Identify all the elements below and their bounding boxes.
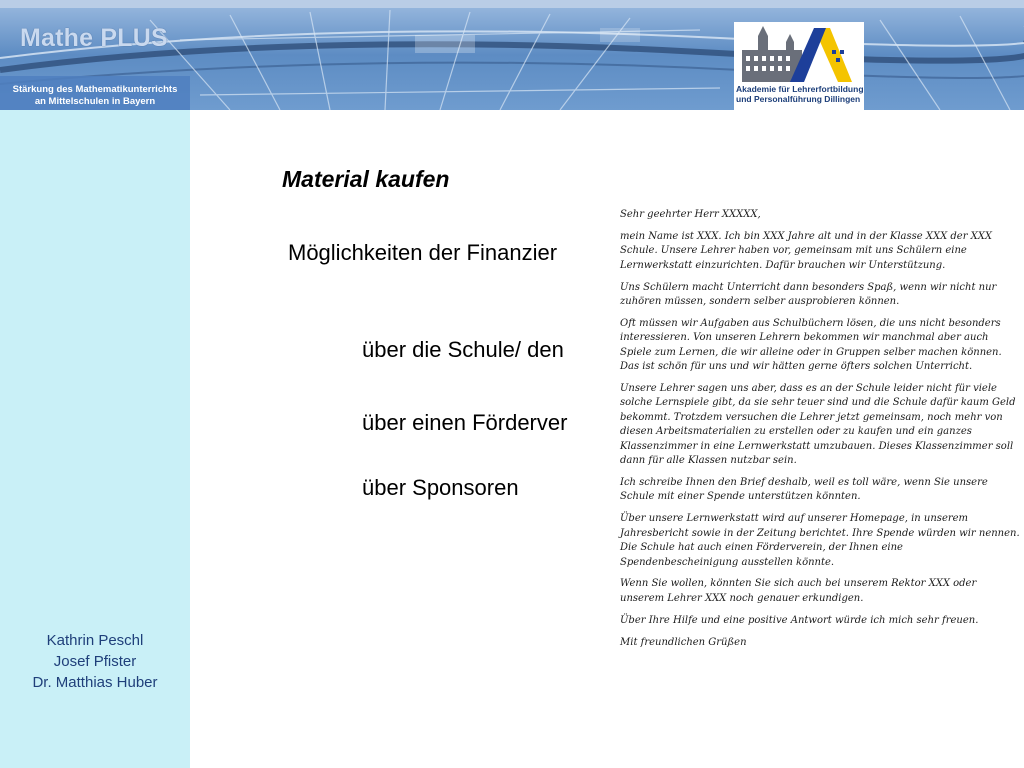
sidebar bbox=[0, 110, 190, 768]
header-banner bbox=[0, 0, 1024, 110]
author-name: Kathrin Peschl bbox=[46, 632, 144, 649]
academy-name-line: Akademie für Lehrerfortbildung bbox=[736, 84, 864, 94]
letter-paragraph: Mit freundlichen Grüßen bbox=[620, 636, 747, 648]
financing-option: über einen Förderver bbox=[362, 410, 568, 435]
brand-title: Mathe PLUS bbox=[20, 24, 168, 52]
letter-paragraph: Ich schreibe Ihnen den Brief deshalb, weil es toll wäre, wenn Sie unsere Schule mit einer Spende unterstützen könnten. bbox=[620, 477, 988, 503]
author-list bbox=[0, 630, 190, 693]
tagline-line: an Mittelschulen in Bayern bbox=[34, 96, 156, 107]
slide-title: Material kaufen bbox=[282, 166, 450, 192]
letter-paragraph: Über Ihre Hilfe und eine positive Antwort würde ich mich sehr freuen. bbox=[620, 614, 979, 626]
letter-paragraph: Sehr geehrter Herr XXXXX, bbox=[620, 209, 761, 220]
brand-tagline bbox=[6, 84, 184, 108]
letter-paragraph: Unsere Lehrer sagen uns aber, dass es an der Schule leider nicht für viele solche Lernspiele gibt, da sie sehr teuer sind und die Schule dafür kaum Geld bekommt. Trotzdem versuchen die Lehrer jetzt gemeinsam, noch mehr von diesen Arbeitsmaterialien zu erstellen oder zu kaufen und ein ganzes Klassenzimmer in eine Lernwerkstatt umzubauen. Dieses Klassenzimmer soll dann für alle Klassen nutzbar sein. bbox=[620, 383, 1016, 467]
academy-name-line: und Personalführung Dillingen bbox=[736, 94, 861, 104]
letter-paragraph: mein Name ist XXX. Ich bin XXX Jahre alt und in der Klasse XXX der XXX Schule. Unsere Lehrer haben vor, gemeinsam mit uns Schülern eine Lernwerkstatt einzurichten. Dafür brauchen wir Unterstützung. bbox=[620, 230, 993, 271]
sponsor-letter bbox=[598, 200, 1024, 768]
financing-option: über die Schule/ den bbox=[362, 337, 564, 362]
author-name: Josef Pfister bbox=[53, 653, 137, 670]
letter-paragraph: Oft müssen wir Aufgaben aus Schulbüchern lösen, die uns nicht besonders interessieren. Von unseren Lehrern bekommen wir manchmal aber auch Spiele zum Lernen, die wir alleine oder in Gruppen selber machen können. Das ist schön für uns und wir hätten gerne öfters solchen Unterricht. bbox=[620, 317, 1002, 373]
financing-heading: Möglichkeiten der Finanzier bbox=[288, 240, 558, 265]
financing-option: über Sponsoren bbox=[362, 475, 519, 500]
author-name: Dr. Matthias Huber bbox=[32, 674, 158, 691]
letter-paragraph: Uns Schülern macht Unterricht dann besonders Spaß, wenn wir nicht nur zuhören müssen, sondern selber ausprobieren können. bbox=[620, 281, 997, 308]
academy-name bbox=[736, 84, 864, 104]
tagline-line: Stärkung des Mathematikunterrichts bbox=[12, 84, 178, 95]
letter-paragraph: Wenn Sie wollen, könnten Sie sich auch bei unserem Rektor XXX oder unserem Lehrer XXX noch genauer erkundigen. bbox=[620, 578, 977, 604]
letter-paragraph: Über unsere Lernwerkstatt wird auf unserer Homepage, in unserem Jahresbericht sowie in der Zeitung berichtet. Ihre Spende würden wir nennen. Die Schule hat auch einen Förderverein, der Ihnen eine Spendenbescheinigung ausstellen könnte. bbox=[620, 513, 1020, 568]
letter-text bbox=[620, 208, 1020, 658]
